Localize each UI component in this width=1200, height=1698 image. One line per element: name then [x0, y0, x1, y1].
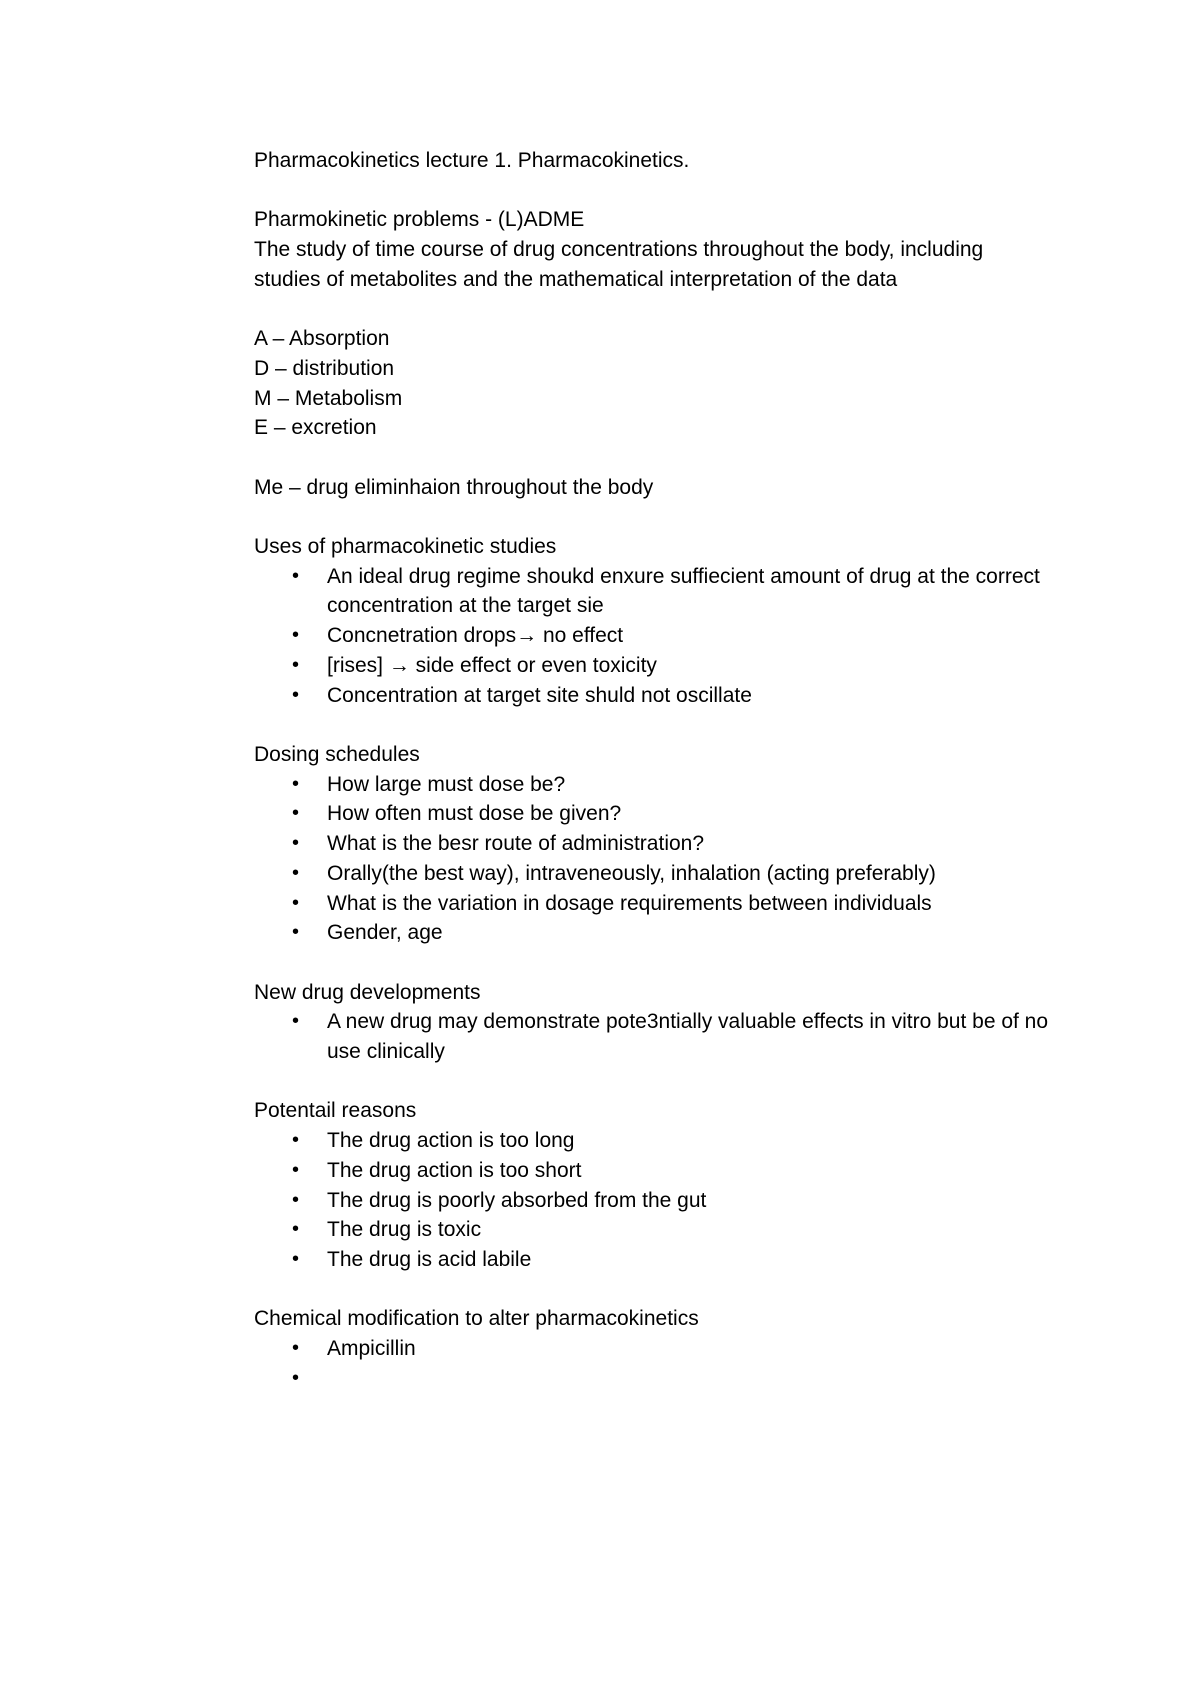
bullet-icon: • [292, 1188, 300, 1211]
uses-list [254, 562, 1074, 711]
spacer [254, 176, 1074, 206]
spacer [254, 1275, 1074, 1305]
list-item: • How often must dose be given? [254, 799, 1067, 829]
spacer [254, 502, 1074, 532]
spacer [254, 710, 1074, 740]
list-item [254, 1364, 1067, 1394]
list-item: • Concentration at target site shuld not oscillate [254, 681, 1067, 711]
bullet-icon: • [292, 1218, 300, 1241]
bullet-icon: • [292, 653, 300, 676]
intro-text-line: studies of metabolites and the mathematical interpretation of the data [254, 267, 898, 291]
me-line: Me – drug eliminhaion throughout the body [254, 475, 654, 499]
reasons-list [254, 1126, 1074, 1275]
bullet-icon: • [292, 802, 300, 825]
bullet-icon: • [292, 1010, 300, 1033]
list-item: • The drug is acid labile [254, 1245, 1067, 1275]
list-item: • Ampicillin [254, 1334, 1067, 1364]
list-item: • The drug is poorly absorbed from the gut [254, 1186, 1067, 1216]
section-heading-uses: Uses of pharmacokinetic studies [254, 535, 557, 559]
bullet-icon: • [292, 1129, 300, 1152]
list-item: • The drug action is too long [254, 1126, 1067, 1156]
chemical-list [254, 1334, 1074, 1393]
adme-item-excretion: E – excretion [254, 416, 377, 440]
list-item: • Gender, age [254, 918, 1067, 948]
spacer [254, 1067, 1074, 1097]
bullet-icon: • [292, 1247, 300, 1270]
bullet-icon: • [292, 832, 300, 855]
adme-item-distribution: D – distribution [254, 356, 395, 380]
bullet-icon: • [292, 891, 300, 914]
list-item: • How large must dose be? [254, 770, 1067, 800]
spacer [254, 295, 1074, 325]
list-item: • Concnetration drops→ no effect [254, 621, 1067, 651]
bullet-icon: • [292, 1337, 300, 1359]
section-heading-new-drug: New drug developments [254, 980, 481, 1004]
bullet-icon: • [292, 772, 300, 795]
list-item: • The drug is toxic [254, 1215, 1067, 1245]
bullet-icon: • [292, 564, 300, 587]
bullet-icon: • [292, 921, 300, 944]
bullet-icon: • [292, 624, 300, 647]
section-heading-reasons: Potentail reasons [254, 1099, 417, 1123]
list-item: • What is the besr route of administration? [254, 829, 1067, 859]
bullet-icon: • [292, 683, 300, 706]
section-heading-chemical: Chemical modification to alter pharmacokinetics [254, 1307, 699, 1331]
list-item: • The drug action is too short [254, 1156, 1067, 1186]
bullet-icon: • [292, 861, 300, 884]
list-item: • Orally(the best way), intraveneously, inhalation (acting preferably) [254, 859, 1067, 889]
list-item: • A new drug may demonstrate pote3ntially valuable effects in vitro but be of no use clinically [254, 1007, 1067, 1066]
adme-item-metabolism: M – Metabolism [254, 386, 403, 410]
intro-heading: Pharmokinetic problems - (L)ADME [254, 208, 585, 232]
spacer [254, 948, 1074, 978]
list-item: • What is the variation in dosage requirements between individuals [254, 889, 1067, 919]
bullet-icon: • [292, 1366, 300, 1389]
document-title: Pharmacokinetics lecture 1. Pharmacokinetics. [254, 149, 690, 172]
adme-item-absorption: A – Absorption [254, 327, 390, 351]
dosing-list [254, 770, 1074, 948]
new-drug-list [254, 1007, 1074, 1066]
list-item: • [rises] → side effect or even toxicity [254, 651, 1067, 681]
list-item: • An ideal drug regime shoukd enxure suffiecient amount of drug at the correct concentration at the target sie [254, 562, 1067, 621]
spacer [254, 443, 1074, 473]
intro-text-line: The study of time course of drug concentrations throughout the body, including [254, 238, 984, 262]
document-body [254, 146, 1074, 1393]
section-heading-dosing: Dosing schedules [254, 742, 420, 766]
bullet-icon: • [292, 1158, 300, 1181]
